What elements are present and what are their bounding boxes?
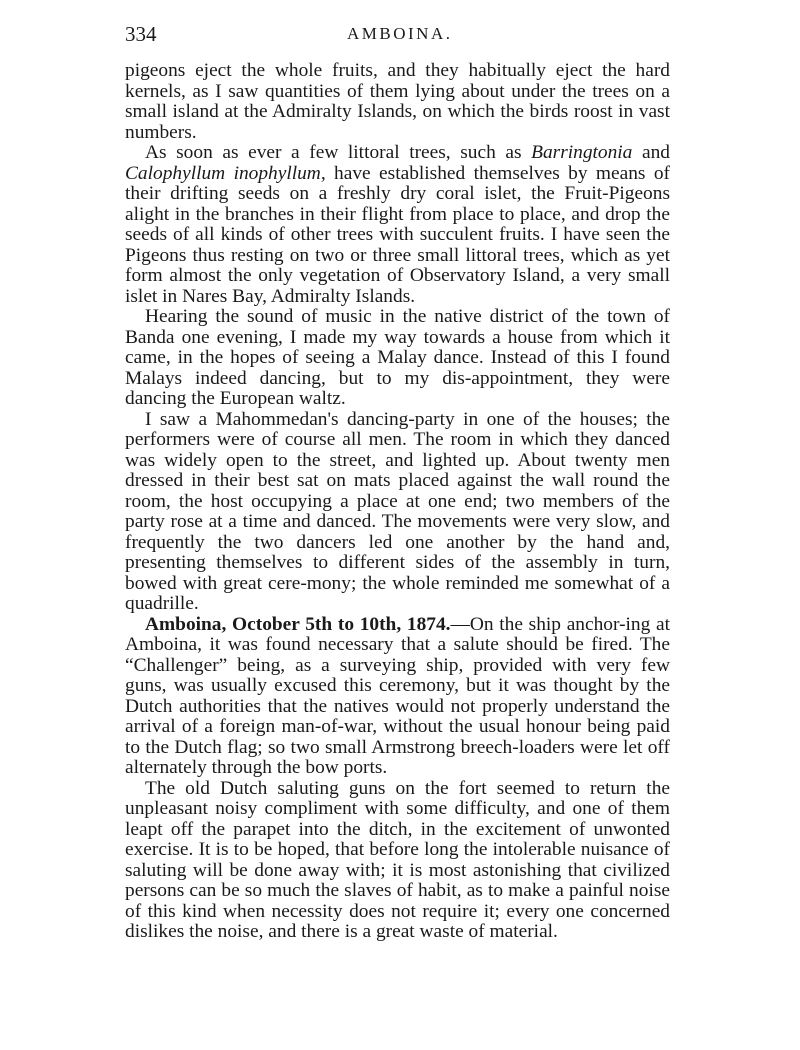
species-name-calophyllum: Calophyllum inophyllum, (125, 162, 326, 184)
paragraph-2-text-3: have established themselves by means of their drifting seeds on a freshly dry coral islet, the Fruit-Pigeons alight in the branches in their flight from place to place, and drop the seeds of all kinds of other trees with succulent fruits. I have seen the Pigeons thus resting on two or three small littoral trees, which as yet form almost the only vegetation of Observatory Island, a very small islet in Nares Bay, Admiralty Islands. (125, 162, 670, 307)
page-number: 334 (125, 22, 157, 46)
paragraph-4: I saw a Mahommedan's dancing-party in one of the houses; the performers were of course all men. The room in which they danced was widely open to the street, and lighted up. About twenty men dressed in their best sat on mats placed against the wall round the room, the host occupying a place at one end; two members of the party rose at a time and danced. The movements were very slow, and frequently the two dancers led one another by the hand and, presenting themselves to different sides of the assembly in turn, bowed with great cere-mony; the whole reminded me somewhat of a quadrille. (125, 408, 670, 614)
paragraph-5-text: —On the ship anchor-ing at Amboina, it was found necessary that a salute should be fired. The “Challenger” being, as a surveying ship, provided with very few guns, was usually excused this ceremony, but it was thought by the Dutch authorities that the natives would not properly understand the arrival of a foreign man-of-war, without the usual honour being paid to the Dutch flag; so two small Armstrong breech-loaders were let off alternately through the bow ports. (125, 613, 670, 778)
paragraph-1: pigeons eject the whole fruits, and they habitually eject the hard kernels, as I saw quantities of them lying about under the trees on a small island at the Admiralty Islands, on which the birds roost in vast numbers. (125, 60, 670, 143)
paragraph-2 (125, 143, 670, 307)
body-text (125, 61, 670, 943)
running-head: AMBOINA. (347, 24, 453, 43)
species-name-barringtonia: Barringtonia (531, 142, 633, 163)
section-heading-amboina: Amboina, October 5th to 10th, 1874. (145, 613, 451, 635)
paragraph-2-text-2: and (632, 142, 670, 163)
page-header (125, 22, 670, 52)
paragraph-3: Hearing the sound of music in the native district of the town of Banda one evening, I made my way towards a house from which it came, in the hopes of seeing a Malay dance. Instead of this I found Malays indeed dancing, but to my dis-appointment, they were dancing the European waltz. (125, 306, 670, 409)
paragraph-5 (125, 615, 670, 779)
paragraph-2-text-1: As soon as ever a few littoral trees, such as (145, 142, 532, 163)
paragraph-6: The old Dutch saluting guns on the fort seemed to return the unpleasant noisy compliment with some difficulty, and one of them leapt off the parapet into the ditch, in the excitement of unwonted exercise. It is to be hoped, that before long the intolerable nuisance of saluting will be done away with; it is most astonishing that civilized persons can be so much the slaves of habit, as to make a painful noise of this kind when necessity does not require it; every one concerned dislikes the noise, and there is a great waste of material. (125, 777, 670, 942)
